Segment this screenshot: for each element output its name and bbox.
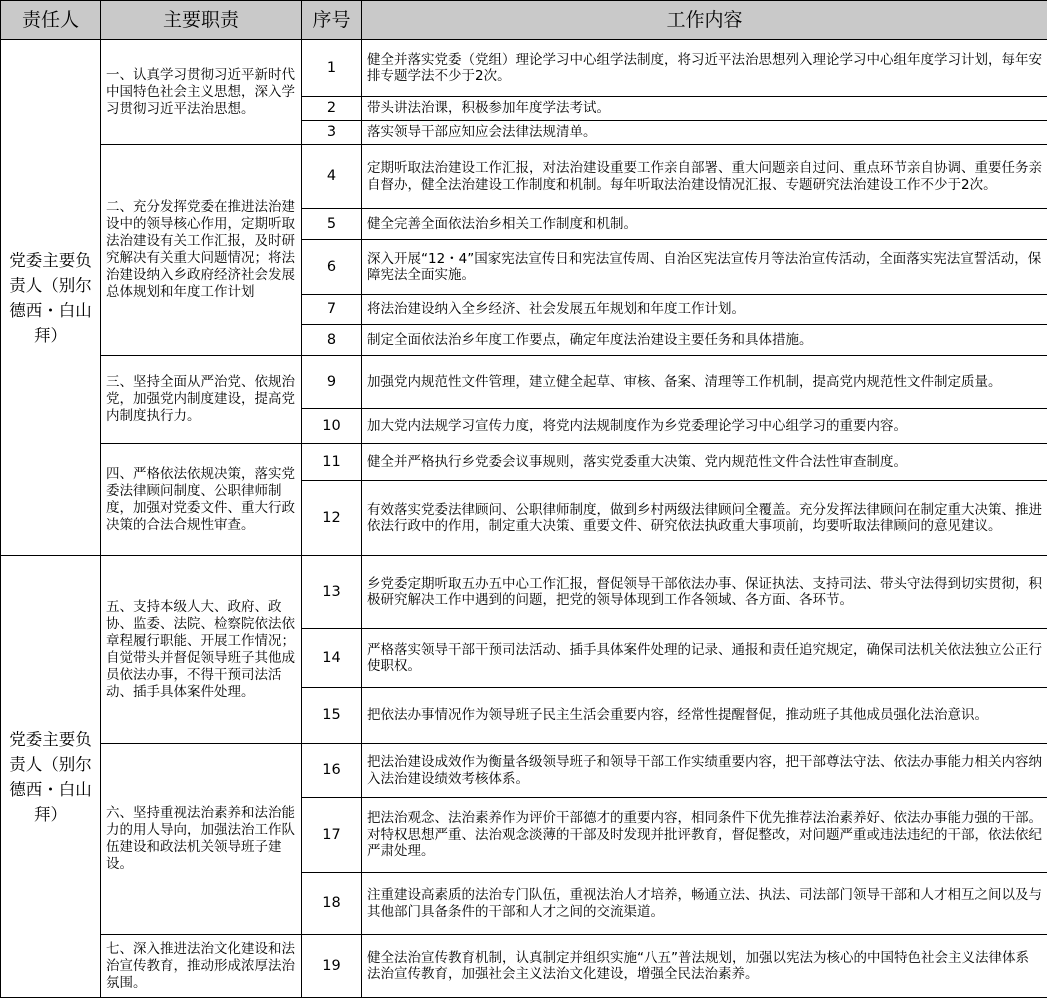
work-content-cell: 有效落实党委法律顾问、公职律师制度，做到乡村两级法律顾问全覆盖。充分发挥法律顾问在制定重大决策、推进依法行政中的作用，制定重大决策、重要文件、研究依法执政重大事项前，均要听取法律顾问的意见建议。 — [362, 481, 1047, 556]
work-content-cell: 健全完善全面依法治乡相关工作制度和机制。 — [362, 209, 1047, 240]
work-content-cell: 健全并落实党委（党组）理论学习中心组学法制度，将习近平法治思想列入理论学习中心组年度学习计划，每年安排专题学法不少于2次。 — [362, 40, 1047, 97]
work-content-cell: 制定全面依法治乡年度工作要点，确定年度法治建设主要任务和具体措施。 — [362, 325, 1047, 356]
work-content-cell: 落实领导干部应知应会法律法规清单。 — [362, 121, 1047, 145]
duty-cell: 二、充分发挥党委在推进法治建设中的领导核心作用，定期听取法治建设有关工作汇报，及时研究解决有关重大问题情况；将法治建设纳入乡政府经济社会发展总体规划和年度工作计划 — [101, 145, 302, 356]
table-row — [1, 556, 1047, 629]
work-content-cell: 定期听取法治建设工作汇报，对法治建设重要工作亲自部署、重大问题亲自过问、重点环节亲自协调、重要任务亲自督办，健全法治建设工作制度和机制。每年听取法治建设情况汇报、专题研究法治建设工作不少于2次。 — [362, 145, 1047, 209]
work-content-cell: 深入开展“12・4”国家宪法宣传日和宪法宣传周、自治区宪法宣传月等法治宣传活动，全面落实宪法宣誓活动，保障宪法全面实施。 — [362, 240, 1047, 295]
work-content-cell: 严格落实领导干部干预司法活动、插手具体案件处理的记录、通报和责任追究规定，确保司法机关依法独立公正行使职权。 — [362, 629, 1047, 688]
table-row — [1, 145, 1047, 209]
work-content-cell: 把法治观念、法治素养作为评价干部德才的重要内容，相同条件下优先推荐法治素养好、依法办事能力强的干部。对特权思想严重、法治观念淡薄的干部及时发现并批评教育，督促整改，对问题严重或违法违纪的干部，依法依纪严肃处理。 — [362, 798, 1047, 873]
seq-cell: 2 — [302, 97, 362, 121]
header-row — [1, 1, 1047, 40]
work-content-cell: 健全法治宣传教育机制，认真制定并组织实施“八五”普法规划，加强以宪法为核心的中国特色社会主义法律体系法治宣传教育，加强社会主义法治文化建设，增强全民法治素养。 — [362, 935, 1047, 998]
seq-cell: 17 — [302, 798, 362, 873]
work-content-cell: 把依法办事情况作为领导班子民主生活会重要内容，经常性提醒督促，推动班子其他成员强化法治意识。 — [362, 688, 1047, 744]
work-content-cell: 把法治建设成效作为衡量各级领导班子和领导干部工作实绩重要内容，把干部尊法守法、依法办事能力相关内容纳入法治建设绩效考核体系。 — [362, 744, 1047, 798]
seq-cell: 9 — [302, 356, 362, 409]
seq-cell: 11 — [302, 444, 362, 481]
work-content-cell: 注重建设高素质的法治专门队伍，重视法治人才培养，畅通立法、执法、司法部门领导干部和人才相互之间以及与其他部门具备条件的干部和人才之间的交流渠道。 — [362, 873, 1047, 935]
seq-cell: 19 — [302, 935, 362, 998]
work-content-cell: 带头讲法治课，积极参加年度学法考试。 — [362, 97, 1047, 121]
seq-cell: 1 — [302, 40, 362, 97]
table-row — [1, 444, 1047, 481]
duty-cell: 六、坚持重视法治素养和法治能力的用人导向，加强法治工作队伍建设和政法机关领导班子建设。 — [101, 744, 302, 935]
duty-cell: 五、支持本级人大、政府、政协、监委、法院、检察院依法依章程履行职能、开展工作情况；自觉带头并督促领导班子其他成员依法办事，不得干预司法活动、插手具体案件处理。 — [101, 556, 302, 744]
table-row — [1, 356, 1047, 409]
seq-cell: 15 — [302, 688, 362, 744]
seq-cell: 18 — [302, 873, 362, 935]
duty-cell: 七、深入推进法治文化建设和法治宣传教育，推动形成浓厚法治氛围。 — [101, 935, 302, 998]
seq-cell: 7 — [302, 295, 362, 325]
responsible-person-cell: 党委主要负责人（别尔德西・白山拜） — [1, 556, 101, 998]
seq-cell: 4 — [302, 145, 362, 209]
work-content-cell: 健全并严格执行乡党委会议事规则，落实党委重大决策、党内规范性文件合法性审查制度。 — [362, 444, 1047, 481]
work-content-cell: 加强党内规范性文件管理，建立健全起草、审核、备案、清理等工作机制，提高党内规范性文件制定质量。 — [362, 356, 1047, 409]
seq-cell: 12 — [302, 481, 362, 556]
seq-cell: 10 — [302, 409, 362, 444]
header-seq: 序号 — [302, 1, 362, 40]
seq-cell: 16 — [302, 744, 362, 798]
duty-cell: 三、坚持全面从严治党、依规治党，加强党内制度建设，提高党内制度执行力。 — [101, 356, 302, 444]
work-content-cell: 乡党委定期听取五办五中心工作汇报，督促领导干部依法办事、保证执法、支持司法、带头守法得到切实贯彻，积极研究解决工作中遇到的问题，把党的领导体现到工作各领域、各方面、各环节。 — [362, 556, 1047, 629]
table-row — [1, 935, 1047, 998]
table-row — [1, 40, 1047, 97]
work-content-cell: 加大党内法规学习宣传力度，将党内法规制度作为乡党委理论学习中心组学习的重要内容。 — [362, 409, 1047, 444]
seq-cell: 6 — [302, 240, 362, 295]
seq-cell: 14 — [302, 629, 362, 688]
responsible-person-cell: 党委主要负责人（别尔德西・白山拜） — [1, 40, 101, 556]
seq-cell: 8 — [302, 325, 362, 356]
header-duty: 主要职责 — [101, 1, 302, 40]
duty-cell: 四、严格依法依规决策，落实党委法律顾问制度、公职律师制度，加强对党委文件、重大行政决策的合法合规性审查。 — [101, 444, 302, 556]
duty-cell: 一、认真学习贯彻习近平新时代中国特色社会主义思想，深入学习贯彻习近平法治思想。 — [101, 40, 302, 145]
work-content-cell: 将法治建设纳入全乡经济、社会发展五年规划和年度工作计划。 — [362, 295, 1047, 325]
header-content: 工作内容 — [362, 1, 1047, 40]
seq-cell: 3 — [302, 121, 362, 145]
table-row — [1, 744, 1047, 798]
seq-cell: 5 — [302, 209, 362, 240]
header-responsible: 责任人 — [1, 1, 101, 40]
seq-cell: 13 — [302, 556, 362, 629]
